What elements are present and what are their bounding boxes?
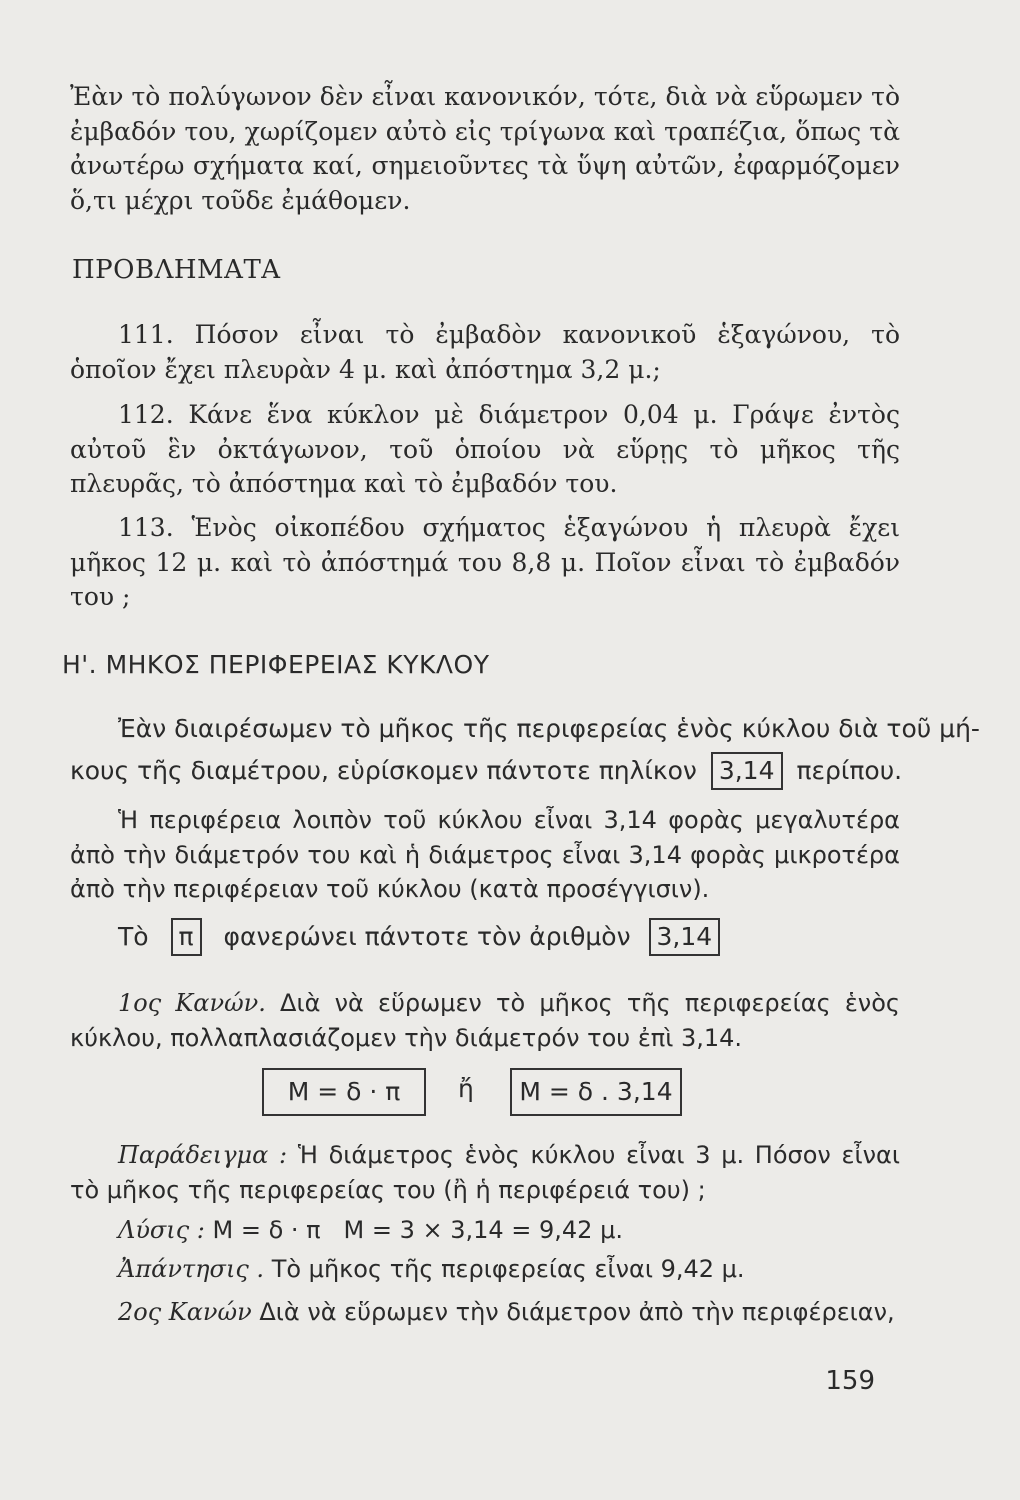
rule-2-label: 2ος Κανών (118, 1298, 252, 1326)
rule-2 (118, 1295, 948, 1330)
pi-sentence-middle: φανερώνει πάντοτε τὸν ἀριθμὸν (223, 922, 631, 951)
problem-112: 112. Κάνε ἕνα κύκλον μὲ διάμετρον 0,04 μ. Γράψε ἐντὸς αὐτοῦ ἓν ὀκτάγωνον, τοῦ ὁποίου νὰ εὕρῃς τὸ μῆκος τῆς πλευρᾶς, τὸ ἀπόστημα καὶ τὸ ἐμβαδόν του. (70, 400, 900, 498)
rule-2-text: Διὰ νὰ εὕρωμεν τὴν διάμετρον ἀπὸ τὴν περιφέρειαν, (259, 1298, 895, 1326)
answer (118, 1252, 948, 1287)
section-paragraph-line2-text: κους τῆς διαμέτρου, εὑρίσκομεν πάντοτε πηλίκον (70, 756, 697, 785)
pi-sentence (118, 918, 948, 956)
formula-1: Μ = δ · π (287, 1077, 401, 1106)
rule-1 (70, 986, 900, 1055)
formula-2: Μ = δ . 3,14 (519, 1077, 673, 1106)
example-label: Παράδειγμα : (118, 1141, 288, 1169)
formula-box-1 (262, 1068, 426, 1116)
answer-text: Τὸ μῆκος τῆς περιφερείας εἶναι 9,42 μ. (271, 1255, 745, 1283)
answer-label: Ἀπάντησις . (118, 1255, 265, 1283)
section-paragraph-line1: Ἐὰν διαιρέσωμεν τὸ μῆκος τῆς περιφερείας ἑνὸς κύκλου διὰ τοῦ μή- (118, 714, 980, 743)
solution-text: Μ = δ · π Μ = 3 × 3,14 = 9,42 μ. (212, 1216, 623, 1244)
pi-symbol-box: π (171, 918, 202, 956)
example-text: Ἡ διάμετρος ἑνὸς κύκλου εἶναι 3 μ. Πόσον εἶναι τὸ μῆκος τῆς περιφερείας του (ἢ ἡ περιφέρειά του) ; (70, 1141, 900, 1204)
problem-113: 113. Ἑνὸς οἰκοπέδου σχήματος ἑξαγώνου ἡ πλευρὰ ἔχει μῆκος 12 μ. καὶ τὸ ἀπόστημά του 8,8 μ. Ποῖον εἶναι τὸ ἐμβαδόν του ; (70, 513, 900, 611)
problem-111: 111. Πόσον εἶναι τὸ ἐμβαδὸν κανονικοῦ ἑξαγώνου, τὸ ὁποῖον ἔχει πλευρὰν 4 μ. καὶ ἀπόστημα 3,2 μ.; (70, 320, 900, 384)
section-paragraph-2: Ἡ περιφέρεια λοιπὸν τοῦ κύκλου εἶναι 3,14 φορὰς μεγαλυτέρα ἀπὸ τὴν διάμετρόν του καὶ ἡ διάμετρος εἶναι 3,14 φορὰς μικροτέρα ἀπὸ τὴν περιφέρειαν τοῦ κύκλου (κατὰ προσέγγισιν). (70, 806, 900, 903)
pi-value-box: 3,14 (649, 918, 721, 956)
section-paragraph-line2 (70, 752, 903, 790)
formula-box-2 (510, 1068, 682, 1116)
section-paragraph-line2-end: περίπου. (796, 756, 903, 785)
example (70, 1138, 900, 1207)
rule-1-label: 1ος Κανών. (118, 989, 266, 1017)
problems-heading: ΠΡΟΒΛΗΜΑΤΑ (72, 255, 281, 285)
rule-1-text: Διὰ νὰ εὕρωμεν τὸ μῆκος τῆς περιφερείας ἑνὸς κύκλου, πολλαπλασιάζομεν τὴν διάμετρόν του ἐπὶ 3,14. (70, 989, 900, 1052)
quotient-box: 3,14 (711, 752, 783, 790)
solution-label: Λύσις : (118, 1216, 205, 1244)
solution (118, 1213, 948, 1248)
section-heading: Η'. ΜΗΚΟΣ ΠΕΡΙΦΕΡΕΙΑΣ ΚΥΚΛΟΥ (62, 650, 490, 679)
pi-sentence-start: Τὸ (118, 922, 149, 951)
formula-or: ἤ (458, 1074, 474, 1103)
page-number: 159 (825, 1366, 875, 1396)
intro-paragraph: Ἐὰν τὸ πολύγωνον δὲν εἶναι κανονικόν, τότε, διὰ νὰ εὕρωμεν τὸ ἐμβαδόν του, χωρίζομεν αὐτὸ εἰς τρίγωνα καὶ τραπέζια, ὅπως τὰ ἀνωτέρω σχήματα καί, σημειοῦντες τὰ ὕψη αὐτῶν, ἐφαρμόζομεν ὅ,τι μέχρι τοῦδε ἐμάθομεν. (70, 82, 900, 215)
